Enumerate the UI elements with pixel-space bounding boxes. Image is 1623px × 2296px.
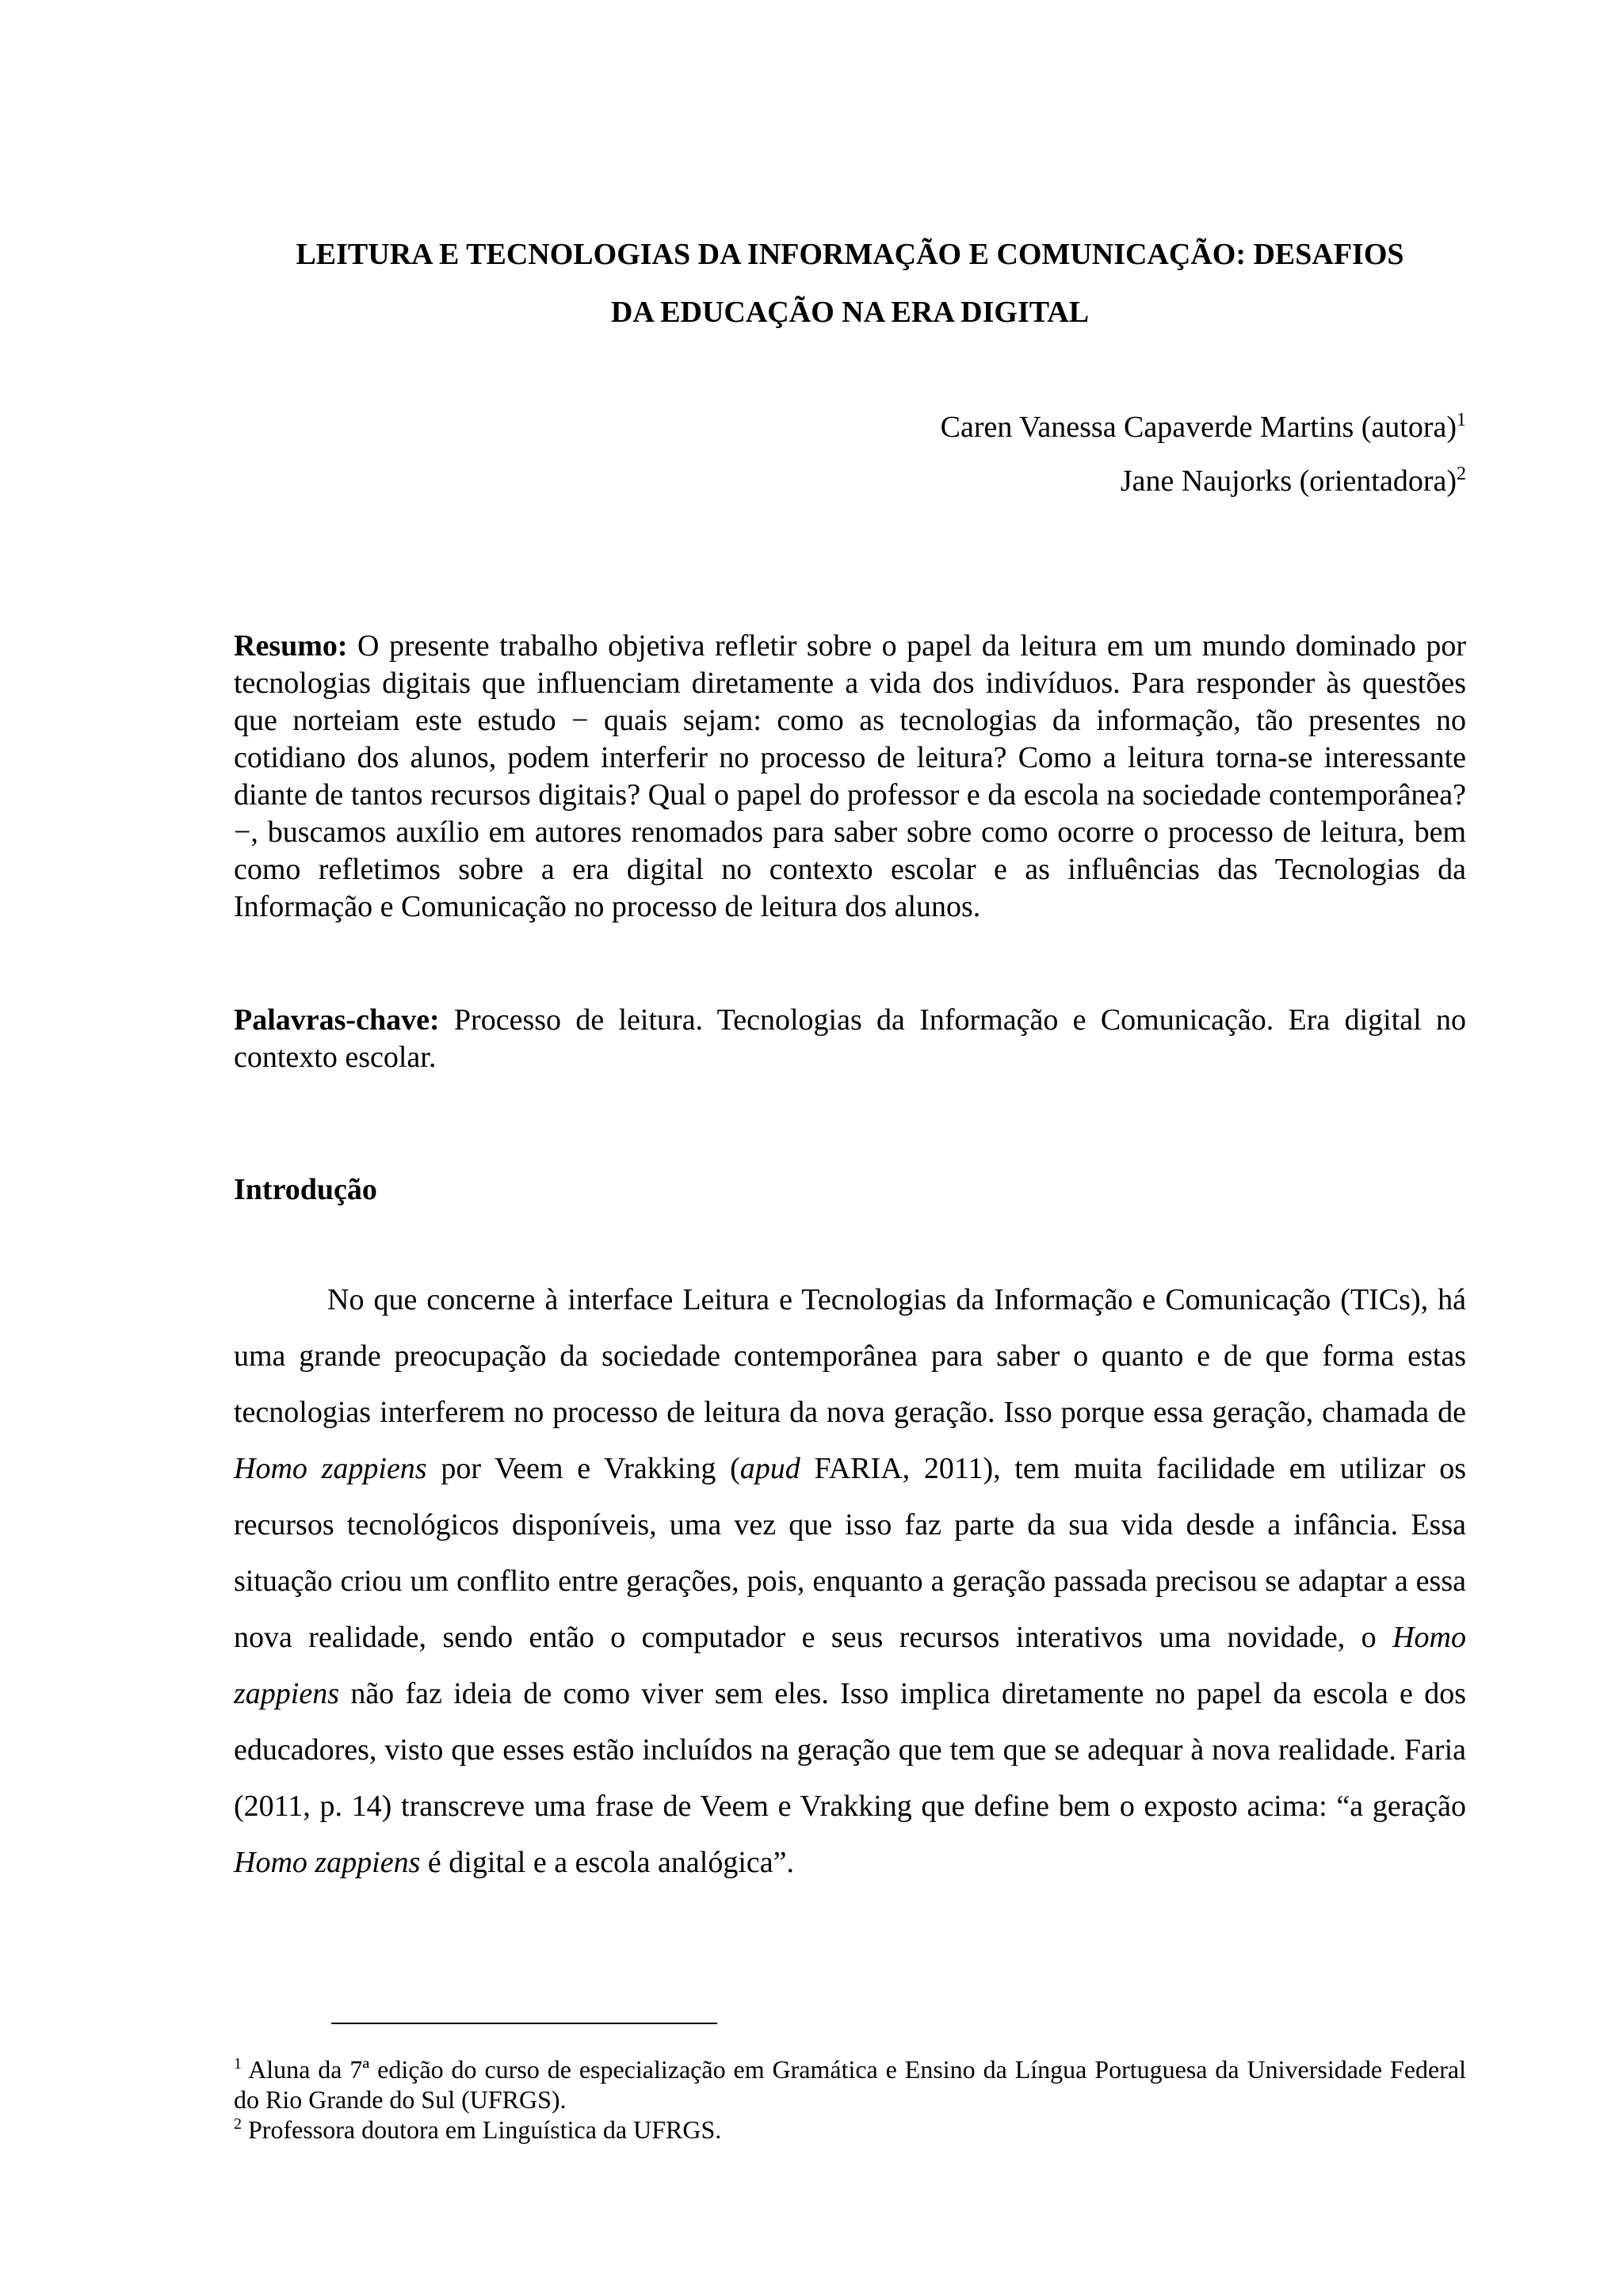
author-block [713, 400, 1466, 508]
section-heading: Introdução [234, 1173, 377, 1206]
footnote-text: Aluna da 7ª edição do curso de especialização em Gramática e Ensino da Língua Portuguesa da Universidade Federal do Rio Grande do Sul (UFRGS). [234, 2055, 1467, 2114]
keywords [234, 1002, 1466, 1076]
author-name: Jane Naujorks (orientadora) [1120, 464, 1457, 498]
text-run: por Veem e Vrakking ( [426, 1452, 740, 1485]
abstract-label: Resumo: [234, 629, 348, 663]
introduction-paragraph [234, 1272, 1466, 1891]
abstract-text: O presente trabalho objetiva refletir sobre o papel da leitura em um mundo dominado por tecnologias digitais que influenciam diretamente a vida dos indivíduos. Para responder às questões que norteiam este estudo − quais sejam: como as tecnologias da informação, tão presentes no cotidiano dos alunos, podem interferir no processo de leitura? Como a leitura torna-se interessante diante de tantos recursos digitais? Qual o papel do professor e da escola na sociedade contemporânea? −, buscamos auxílio em autores renomados para saber sobre como ocorre o processo de leitura, bem como refletimos sobre a era digital no contexto escolar e as influências das Tecnologias da Informação e Comunicação no processo de leitura dos alunos. [234, 629, 1467, 923]
footnote-mark: 2 [234, 2115, 242, 2133]
footnotes [234, 2054, 1466, 2145]
footnote-text: Professora doutora em Linguística da UFRGS. [248, 2115, 722, 2144]
text-run: No que concerne à interface Leitura e Tecnologias da Informação e Comunicação (TICs), há uma grande preocupação da sociedade contemporânea para saber o quanto e de que forma estas tecnologias interferem no processo de leitura da nova geração. Isso porque essa geração, chamada de [234, 1283, 1466, 1429]
paper-title [234, 226, 1466, 342]
author-line [713, 454, 1466, 508]
footnote [234, 2115, 1466, 2145]
footnote-ref: 1 [1457, 410, 1466, 430]
footnote [234, 2054, 1466, 2115]
footnote-ref: 2 [1457, 464, 1466, 484]
author-name: Caren Vanessa Capaverde Martins (autora) [940, 411, 1457, 444]
footnote-mark: 1 [234, 2055, 242, 2073]
author-line [713, 400, 1466, 454]
footnote-separator [331, 2023, 717, 2024]
text-run: é digital e a escola analógica”. [420, 1846, 794, 1879]
italic-term: Homo zappiens [234, 1452, 427, 1485]
italic-term: Homo zappiens [234, 1621, 1466, 1710]
text-run: FARIA, 2011), tem muita facilidade em utilizar os recursos tecnológicos disponíveis, uma vez que isso faz parte da sua vida desde a infância. Essa situação criou um conflito entre gerações, pois, enquanto a geração passada precisou se adaptar a essa nova realidade, sendo então o computador e seus recursos interativos uma novidade, o [234, 1452, 1467, 1654]
title-line-2: DA EDUCAÇÃO NA ERA DIGITAL [610, 296, 1090, 329]
italic-term: apud [739, 1452, 800, 1485]
keywords-label: Palavras-chave: [234, 1003, 440, 1037]
italic-term: Homo zappiens [234, 1846, 421, 1879]
keywords-text: Processo de leitura. Tecnologias da Informação e Comunicação. Era digital no contexto escolar. [234, 1003, 1466, 1074]
title-line-1: LEITURA E TECNOLOGIAS DA INFORMAÇÃO E COMUNICAÇÃO: DESAFIOS [296, 238, 1404, 271]
abstract [234, 628, 1466, 926]
text-run: não faz ideia de como viver sem eles. Isso implica diretamente no papel da escola e dos educadores, visto que esses estão incluídos na geração que tem que se adequar à nova realidade. Faria (2011, p. 14) transcreve uma frase de Veem e Vrakking que define bem o exposto acima: “a geração [234, 1677, 1466, 1823]
